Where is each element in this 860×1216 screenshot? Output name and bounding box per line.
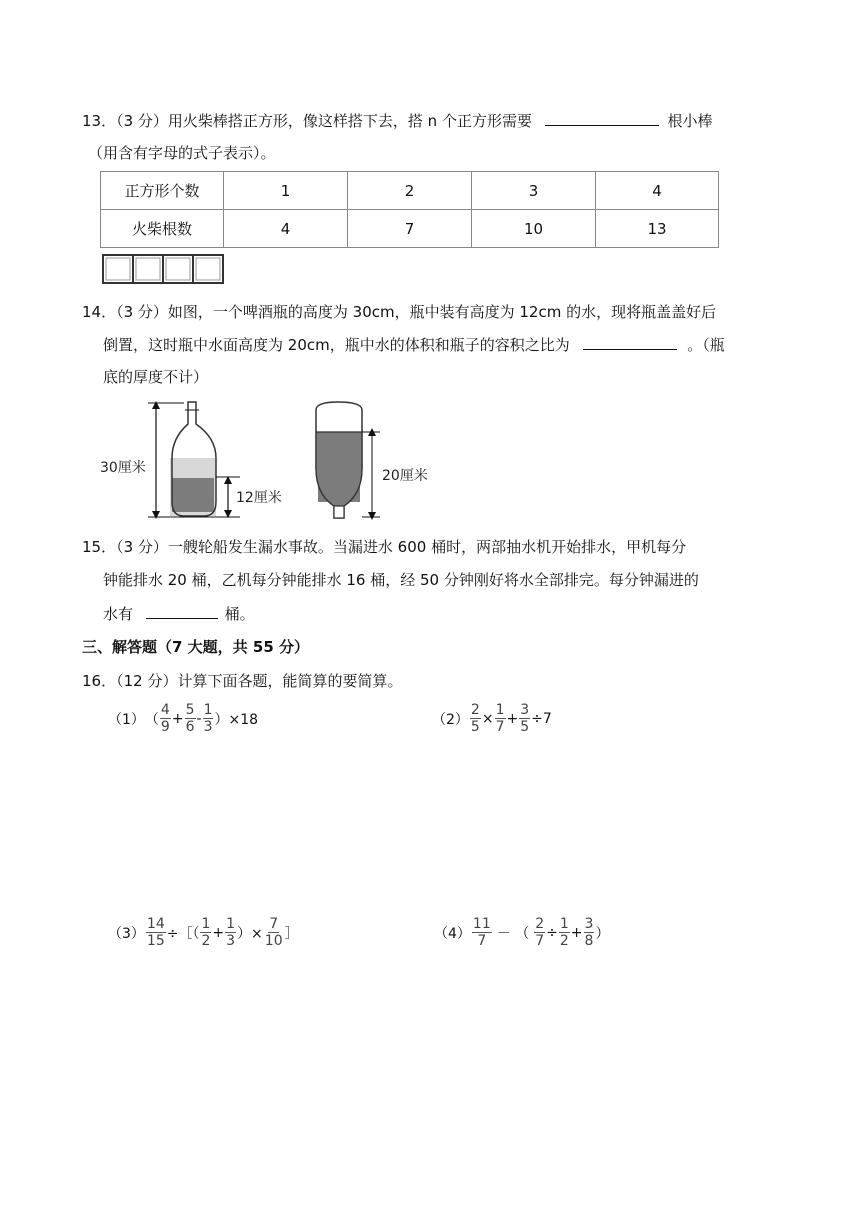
expr-tail: ］ [284, 925, 299, 942]
table-cell: 1 [224, 172, 348, 210]
q16-part3 [108, 916, 299, 949]
fraction: $\frac{4}{9}$ [160, 702, 170, 735]
table-row [101, 210, 719, 248]
q15-tail: 桶。 [224, 605, 255, 623]
operator: ）× [237, 925, 263, 942]
matchstick-squares-figure [100, 252, 230, 286]
label-30: 30厘米 [100, 460, 146, 476]
part-label: （1） [108, 711, 145, 728]
q15-text: 水有 [103, 605, 134, 623]
fraction: $\frac{2}{5}$ [470, 702, 480, 735]
fraction: $\frac{1}{7}$ [495, 702, 505, 735]
part-label: （4） [434, 925, 471, 942]
table-header-cell: 正方形个数 [101, 172, 224, 210]
fraction: $\frac{7}{10}$ [264, 916, 283, 949]
table-cell: 3 [472, 172, 596, 210]
label-12: 12厘米 [236, 490, 282, 506]
table-cell: 10 [472, 210, 596, 248]
expr-tail: ÷7 [531, 710, 552, 727]
q13-table [100, 171, 719, 248]
operator: ÷［（ [166, 925, 200, 942]
fraction: $\frac{1}{2}$ [559, 916, 569, 949]
q14-text: 倒置，这时瓶中水面高度为 20cm，瓶中水的体积和瓶子的容积之比为 [103, 336, 570, 354]
table-row [101, 172, 719, 210]
fraction: $\frac{3}{8}$ [584, 916, 594, 949]
q15-line3 [103, 603, 255, 624]
q13-line2: （用含有字母的式子表示）。 [88, 144, 276, 162]
fraction: $\frac{3}{5}$ [520, 702, 530, 735]
q14-tail: 。（瓶 [687, 336, 725, 354]
fraction: $\frac{14}{15}$ [146, 916, 165, 949]
part-label: （3） [108, 925, 145, 942]
upright-bottle [148, 401, 240, 519]
q16-title: 16．（12 分）计算下面各题，能简算的要简算。 [82, 672, 403, 690]
fraction: $\frac{1}{3}$ [203, 702, 213, 735]
q13-line1 [82, 110, 713, 131]
paren: （ [144, 711, 159, 728]
part-label: （2） [432, 711, 469, 728]
q15-line1: 15．（3 分）一艘轮船发生漏水事故。当漏进水 600 桶时，两部抽水机开始排水，甲机每分 [82, 538, 687, 556]
operator: + [212, 924, 225, 941]
table-cell: 4 [596, 172, 719, 210]
table-header-cell: 火柴根数 [101, 210, 224, 248]
section-title: 三、解答题（7 大题，共 55 分） [82, 638, 309, 656]
q14-answer-blank[interactable] [583, 334, 677, 350]
q14-line2 [103, 334, 725, 355]
operator: - [196, 710, 202, 727]
q16-part2 [432, 702, 552, 735]
operator: + [506, 710, 519, 727]
table-cell: 13 [596, 210, 719, 248]
q15-answer-blank[interactable] [146, 603, 218, 619]
q13-answer-blank[interactable] [545, 110, 659, 126]
fraction: $\frac{2}{7}$ [535, 916, 545, 949]
q15-line2: 钟能排水 20 桶，乙机每分钟能排水 16 桶，经 50 分钟刚好将水全部排完。每分钟漏进的 [103, 571, 699, 589]
expr-tail: ）×18 [214, 711, 259, 728]
operator: － （ [496, 925, 530, 942]
table-cell: 2 [348, 172, 472, 210]
q16-part1 [108, 702, 258, 735]
fraction: $\frac{11}{7}$ [472, 916, 491, 949]
operator: ÷ [546, 924, 558, 941]
q16-part4 [434, 916, 609, 949]
fraction: $\frac{1}{2}$ [201, 916, 211, 949]
q14-line3: 底的厚度不计） [103, 368, 209, 386]
table-cell: 4 [224, 210, 348, 248]
q13-tail: 根小棒 [667, 112, 713, 130]
operator: + [171, 710, 184, 727]
bottle-figure [100, 398, 440, 524]
fraction: $\frac{5}{6}$ [185, 702, 195, 735]
q14-line1: 14．（3 分）如图，一个啤酒瓶的高度为 30cm，瓶中装有高度为 12cm 的水，现将瓶盖盖好后 [82, 303, 717, 321]
q13-text: 13．（3 分）用火柴棒搭正方形，像这样搭下去，搭 n 个正方形需要 [82, 112, 532, 130]
operator: × [481, 710, 494, 727]
fraction: $\frac{1}{3}$ [226, 916, 236, 949]
expr-tail: ） [595, 925, 610, 942]
operator: + [570, 924, 583, 941]
inverted-bottle [316, 402, 380, 520]
table-cell: 7 [348, 210, 472, 248]
label-20: 20厘米 [382, 468, 428, 484]
